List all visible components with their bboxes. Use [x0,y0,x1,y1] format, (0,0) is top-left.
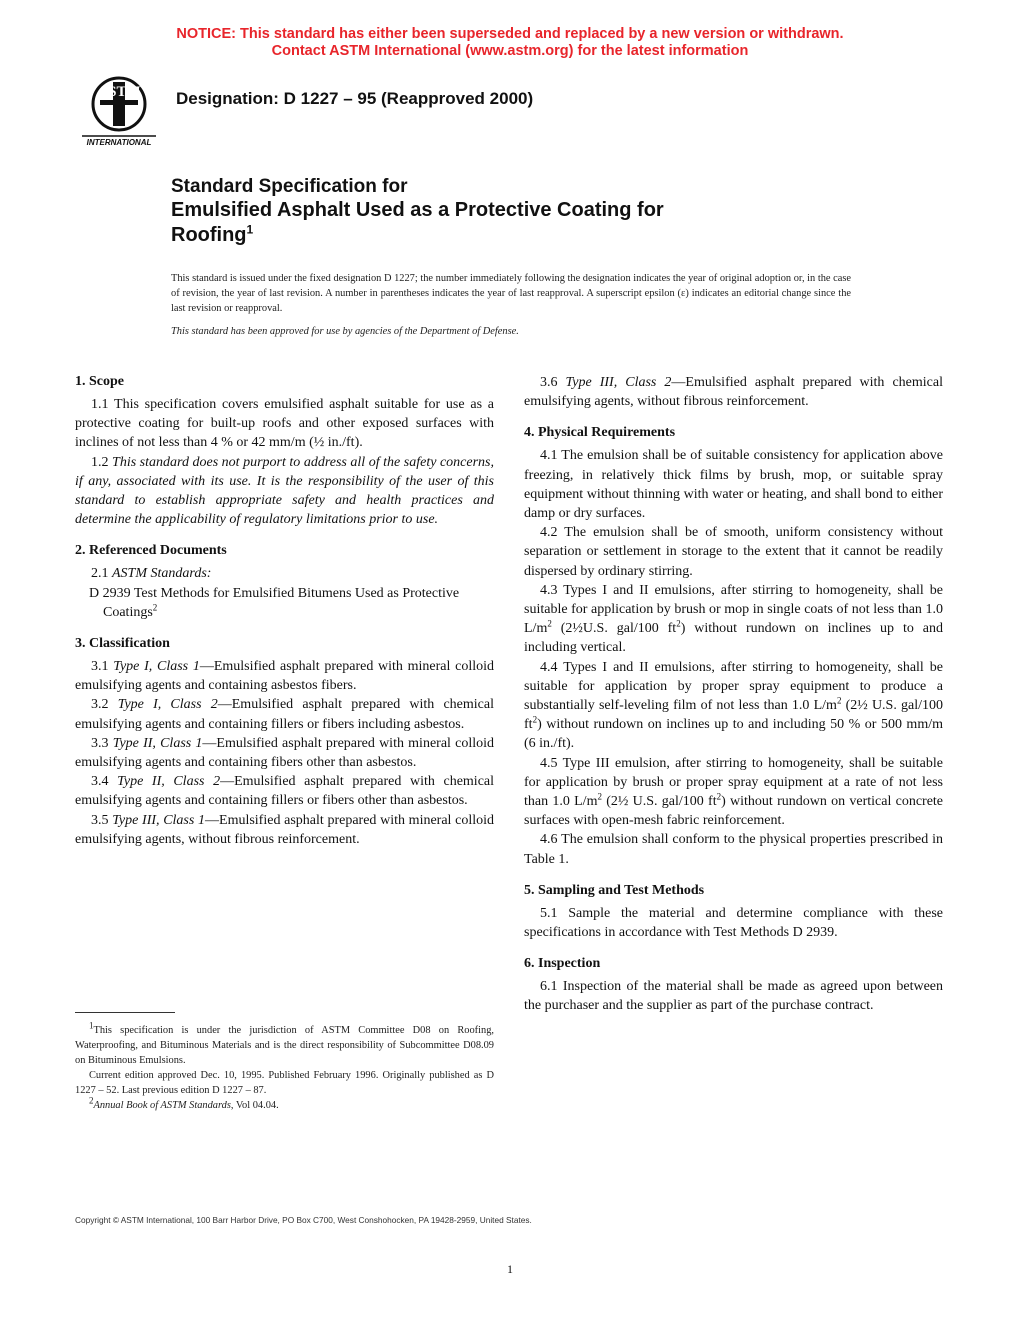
superscript-2: 2 [676,618,681,629]
reference-d2939 [75,584,494,622]
para-2-1 [75,564,494,583]
logo-text: ASTM [97,84,141,100]
astm-logo-icon [78,74,160,150]
para-1-2-num: 1.2 [91,454,113,470]
para-4-5-b: (2½ U.S. gal/100 ft [601,794,717,810]
approval-note: This standard has been approved for use by agencies of the Department of Defense. [171,326,519,337]
para-2-1-num: 2.1 [91,566,112,582]
section-6-heading: 6. Inspection [524,956,601,972]
para-2-1-text: ASTM Standards: [112,566,212,582]
superscript-2: 2 [597,791,602,802]
footnote-divider [75,1012,175,1013]
title-footnote-mark: 1 [246,222,254,237]
para-3-5-type: Type III, Class 1 [112,812,206,828]
designation: Designation: D 1227 – 95 (Reapproved 2000) [176,89,534,108]
title-line-3 [171,223,851,248]
section-2-heading: 2. Referenced Documents [75,543,227,559]
page-number: 1 [507,1262,513,1276]
left-column [75,372,494,849]
footnote-2-text: Annual Book of ASTM Standards [93,1100,231,1111]
para-4-3 [524,581,943,658]
para-3-4-text: —Emulsified asphalt prepared with chemical emulsifying agents and containing fillers or fibers other than asbestos. [75,774,495,809]
para-4-5-c: ) without rundown on vertical concrete surfaces with open-mesh fabric reinforcement. [524,794,944,829]
title-line-1: Standard Specification for [171,176,408,197]
para-3-6-type: Type III, Class 2 [565,375,672,390]
para-1-1: 1.1 This specification covers emulsified asphalt suitable for use as a protective coating for built-up roofs and other exposed surfaces with inclines of not less than 4 % or 42 mm/m (½ in./ft). [75,397,494,451]
para-4-2: 4.2 The emulsion shall be of smooth, uniform consistency without separation or settlement in storage to the extent that it cannot be readily dispersed by ordinary stirring. [524,525,943,579]
para-3-2-text: —Emulsified asphalt prepared with chemical emulsifying agents and containing fillers or fibers including asbestos. [75,697,494,732]
para-3-3-num: 3.3 [91,735,113,751]
footnote-2-mark: 2 [89,1095,94,1106]
para-4-4-c: ) without rundown on inclines up to and including 50 % or 500 mm/m (6 in./ft). [524,717,943,752]
footnote-1 [75,1020,494,1068]
copyright: Copyright © ASTM International, 100 Barr Harbor Drive, PO Box C700, West Conshohocken, PA 19428-2959, United States. [75,1215,532,1225]
footnote-1-text: This specification is under the jurisdiction of ASTM Committee D08 on Roofing, Waterproofing, and Bituminous Materials and is the direct responsibility of Subcommittee D08.09 on Bituminous Emulsions. [75,1025,494,1066]
title-line-2: Emulsified Asphalt Used as a Protective Coating for [171,199,664,221]
section-4-heading: 4. Physical Requirements [524,425,676,441]
para-3-3-text: —Emulsified asphalt prepared with mineral colloid emulsifying agents and containing fibers other than asbestos. [75,735,494,771]
right-column [524,373,943,1016]
reference-d2939-text: D 2939 Test Methods for Emulsified Bitumens Used as Protective Coatings [89,585,460,620]
footnote-1b: Current edition approved Dec. 10, 1995. Published February 1996. Originally published as D 1227 – 52. Last previous edition D 1227 – 87. [75,1070,494,1096]
preamble: This standard is issued under the fixed designation D 1227; the number immediately following the designation indicates the year of original adoption or, in the case of revision, the year of last revision. A number in parentheses indicates the year of last reapproval. A superscript epsilon (ε) indicates an editorial change since the last revision or reapproval. [171,273,852,314]
footnote-2-tail: , Vol 04.04. [230,1100,279,1111]
para-4-3-a: 4.3 Types I and II emulsions, after stirring to homogeneity, shall be suitable for application by brush or mop in single coats of not less than 1.0 L/m [524,582,943,637]
para-4-4-a: 4.4 Types I and II emulsions, after stirring to homogeneity, shall be suitable for application by proper spray equipment to produce a substantially self-leveling film of not less than 1.0 L/m [524,659,943,714]
para-3-5-num: 3.5 [91,812,113,828]
section-3-heading: 3. Classification [75,636,170,652]
title-line-3-text: Roofing [171,224,247,246]
reference-footnote-mark: 2 [152,602,158,613]
para-3-4-type: Type II, Class 2 [117,774,221,790]
astm-logo [78,74,160,150]
para-3-5 [75,811,494,849]
para-5-1: 5.1 Sample the material and determine compliance with these specifications in accordance with Test Methods D 2939. [524,905,943,941]
para-3-2-type: Type I, Class 2 [117,697,218,713]
para-3-4-num: 3.4 [91,774,118,790]
footnotes [75,1020,494,1113]
para-3-1-num: 3.1 [91,659,114,675]
footnote-1-mark: 1 [89,1020,94,1031]
notice-line-1: NOTICE: This standard has either been superseded and replaced by a new version or withdrawn. [176,26,844,42]
para-3-5-text: —Emulsified asphalt prepared with mineral colloid emulsifying agents, without fibrous reinforcement. [75,812,494,847]
para-3-1-text: —Emulsified asphalt prepared with mineral colloid emulsifying agents and containing asbestos fibers. [75,659,494,694]
document-title [171,175,851,248]
para-3-1-type: Type I, Class 1 [113,659,200,675]
para-3-2-num: 3.2 [91,697,118,713]
notice-banner [0,26,1020,60]
para-4-1: 4.1 The emulsion shall be of suitable consistency for application above freezing, in relatively thick films by brush, mop, or suitable spray equipment without thinning with water or heating, and shall bond to either damp or dry surfaces. [524,448,943,522]
superscript-2: 2 [532,714,538,725]
para-3-2 [75,695,494,733]
para-6-1: 6.1 Inspection of the material shall be made as agreed upon between the purchaser and the supplier as part of the purchase contract. [524,979,943,1014]
para-3-6-num: 3.6 [540,375,566,390]
para-3-3 [75,734,494,772]
para-4-5 [524,754,943,831]
superscript-2: 2 [716,791,722,802]
para-4-3-b: (2½U.S. gal/100 ft [551,621,677,637]
para-4-4 [524,658,943,754]
superscript-2: 2 [547,618,552,629]
para-3-6-text: —Emulsified asphalt prepared with chemical emulsifying agents, without fibrous reinforcement. [524,375,943,410]
notice-line-2: Contact ASTM International (www.astm.org) for the latest information [271,43,749,59]
section-5-heading: 5. Sampling and Test Methods [524,882,705,898]
para-4-3-c: ) without rundown on inclines up to and including vertical. [524,621,943,656]
para-1-2 [75,453,494,530]
para-3-6 [524,373,943,411]
para-4-6: 4.6 The emulsion shall conform to the physical properties prescribed in Table 1. [524,832,943,867]
footnote-2 [75,1095,494,1113]
para-3-3-type: Type II, Class 1 [112,735,203,751]
para-3-4 [75,772,494,810]
para-3-1 [75,657,494,695]
para-4-5-a: 4.5 Type III emulsion, after stirring to homogeneity, shall be suitable for application by brush or proper spray equipment at a rate of not less than 1.0 L/m [524,755,943,810]
para-4-4-b: (2½ U.S. gal/100 ft [524,698,944,733]
section-1-heading: 1. Scope [75,374,124,389]
logo-subtext: INTERNATIONAL [86,138,152,147]
superscript-2: 2 [836,695,842,706]
para-1-2-text: This standard does not purport to address all of the safety concerns, if any, associated with its use. It is the responsibility of the user of this standard to establish appropriate safety and health practices and determine the applicability of regulatory limitations prior to use. [75,454,494,528]
